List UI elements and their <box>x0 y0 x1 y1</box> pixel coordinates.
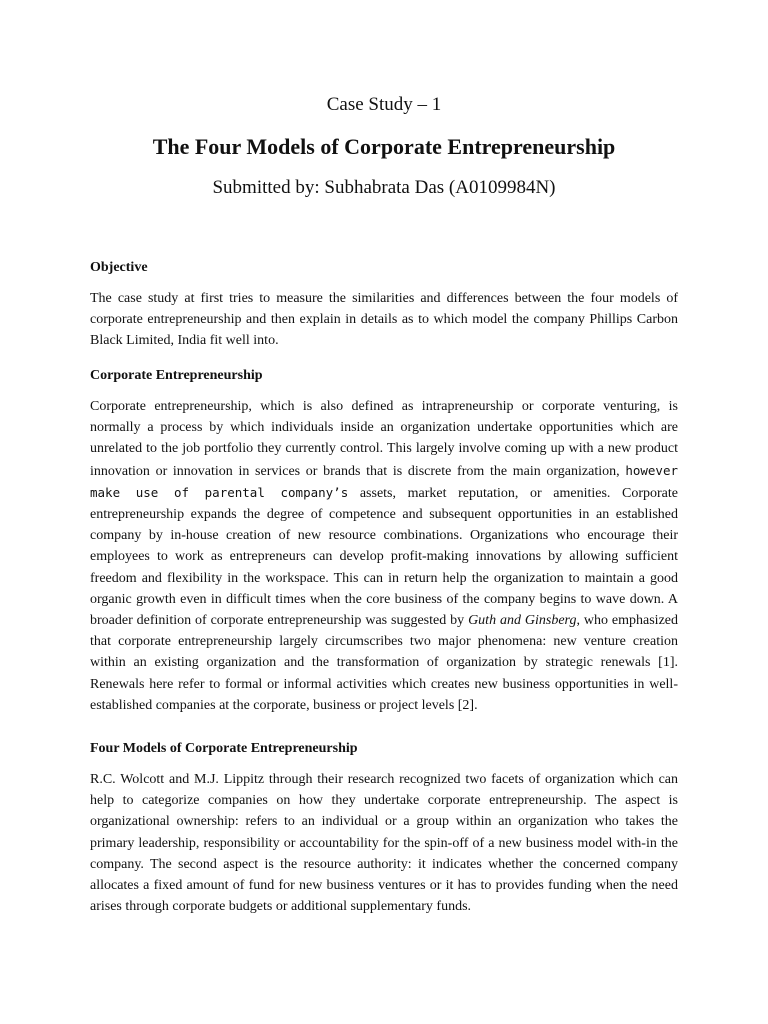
document-title: The Four Models of Corporate Entrepreneurship <box>152 134 616 159</box>
objective-paragraph: The case study at first tries to measure the similarities and differences between the four models of corporate entrepreneurship and then explain in details as to which model the company Phillips Carbon Black Limited, India fit well into. <box>90 291 678 349</box>
objective-heading: Objective <box>90 260 148 275</box>
ce-text-part-3: , who emphasized that corporate entrepreneurship largely circumscribes two major phenomena: new venture creation within an existing organization and the transformation of organization by strategic renewals [1]. Renewals here refer to formal or informal activities which creates new business opportunities in well-established companies at the corporate, business or project levels [2]. <box>90 613 679 713</box>
case-study-label: Case Study – 1 <box>326 94 442 115</box>
ce-text-citation-authors: Guth and Ginsberg <box>468 613 577 629</box>
submitted-by-line: Submitted by: Subhabrata Das (A0109984N) <box>212 177 556 198</box>
ce-text-part-2: assets, market reputation, or amenities. Corporate entrepreneurship expands the degree of competence and subsequent opportunities in an established company by in-house creation of new resource combinations. Organizations who encourage their employees to work as entrepreneurs can develop profit-making innovations by allowing sufficient freedom and flexibility in the workspace. This can in return help the organization to maintain a good organic growth even in difficult times when the core business of the company begins to wave down. A broader definition of corporate entrepreneurship was suggested by <box>90 485 678 629</box>
four-models-paragraph: R.C. Wolcott and M.J. Lippitz through their research recognized two facets of organization which can help to categorize companies on how they undertake corporate entrepreneurship. The aspect is organizational ownership: refers to an individual or a group within an organization who takes the primary leadership, responsibility or accountability for the spin-off of a new business model with-in the company. The second aspect is the resource authority: it indicates whether the concerned company allocates a fixed amount of fund for new business ventures or it has to provides funding when the need arises through corporate budgets or additional supplementary funds. <box>90 772 678 915</box>
corporate-entrepreneurship-paragraph <box>90 396 678 716</box>
ce-text-part-1: Corporate entrepreneurship, which is also defined as intrapreneurship or corporate venturing, is normally a process by which individuals inside an organization undertake opportunities which are unrelated to the job portfolio they currently control. This largely involve coming up with a new product innovation or innovation in services or brands that is discrete from the main organization, <box>90 399 678 479</box>
ce-text-mono-phrase: however make use of parental company’s <box>90 462 678 500</box>
corporate-entrepreneurship-heading: Corporate Entrepreneurship <box>90 368 263 383</box>
four-models-heading: Four Models of Corporate Entrepreneurship <box>90 741 358 756</box>
